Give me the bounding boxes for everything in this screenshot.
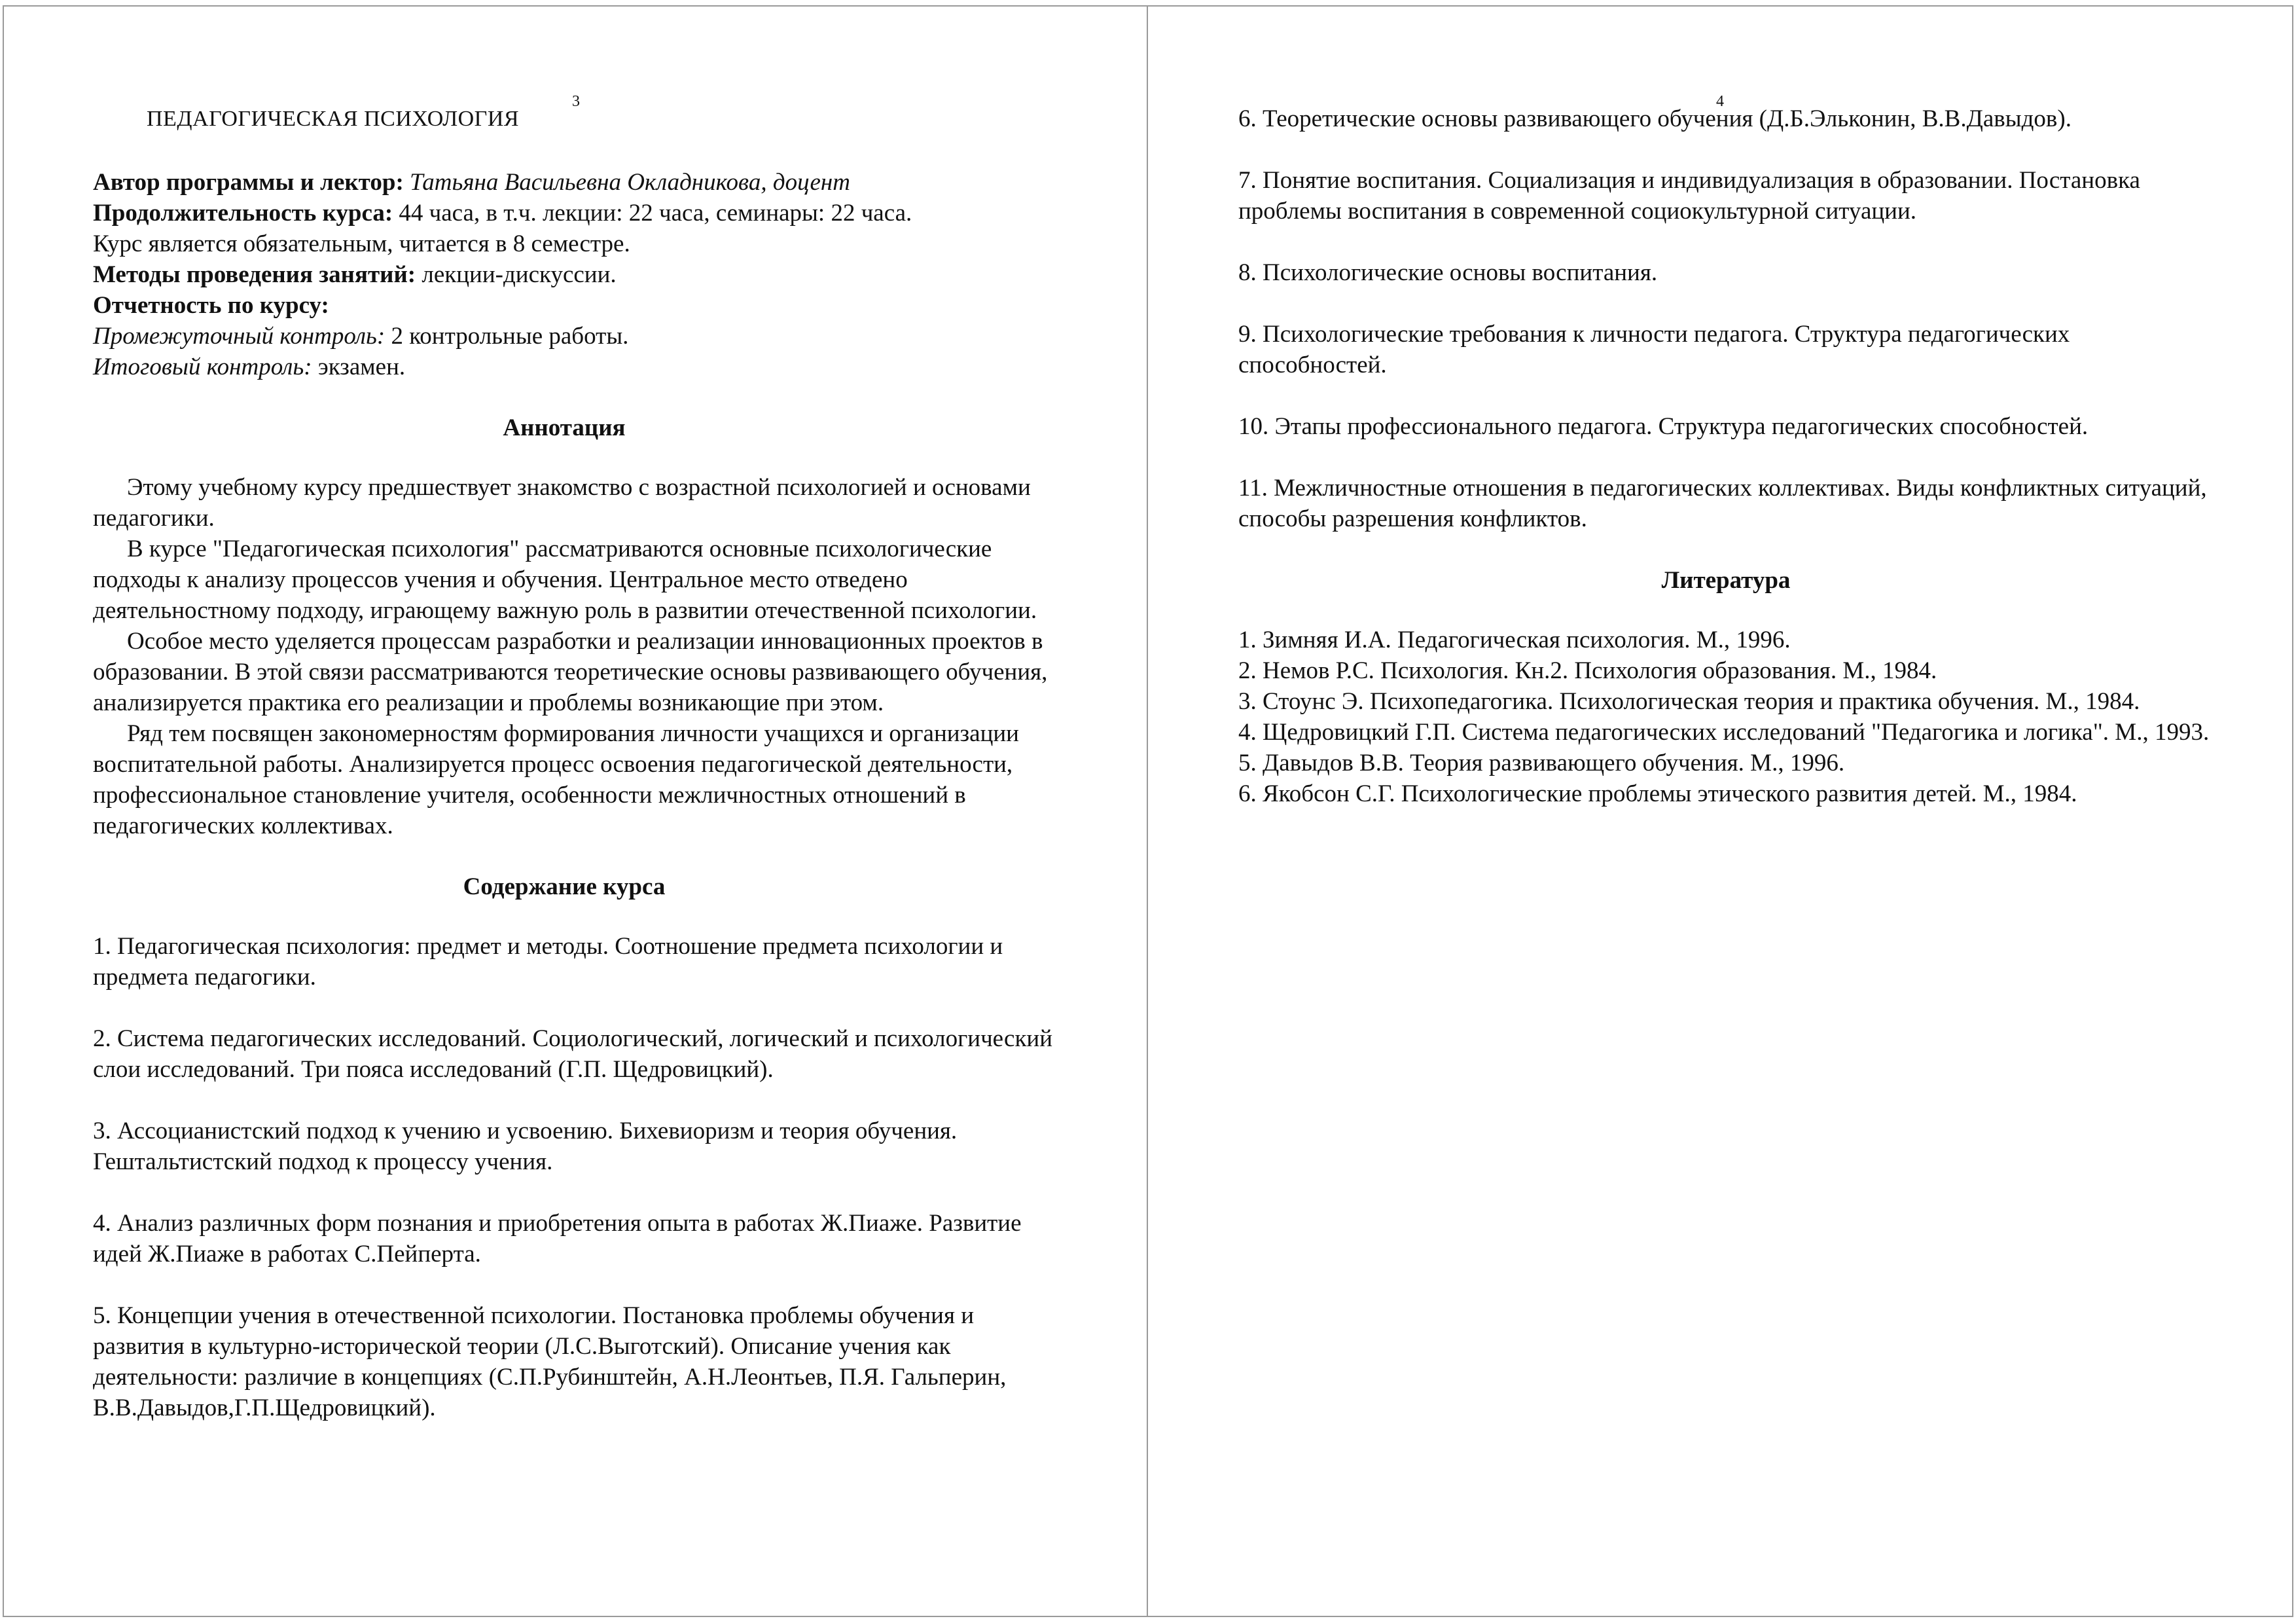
final-label: Итоговый контроль: <box>93 354 312 380</box>
final-line <box>93 352 1062 382</box>
contents-item: 1. Педагогическая психология: предмет и методы. Соотношение предмета психологии и предмета педагогики. <box>93 933 1003 991</box>
methods-label: Методы проведения занятий: <box>93 261 416 288</box>
contents-item: 3. Ассоцианистский подход к учению и усвоению. Бихевиоризм и теория обучения. Гештальтистский подход к процессу учения. <box>93 1118 958 1175</box>
literature-item: 4. Щедровицкий Г.П. Система педагогических исследований "Педагогика и логика". М., 1993. <box>1238 719 2210 746</box>
duration-value: 44 часа, в т.ч. лекции: 22 часа, семинары: 22 часа. <box>399 200 912 227</box>
contents-item: 5. Концепции учения в отечественной психологии. Постановка проблемы обучения и развития в культурно-исторической теории (Л.С.Выготский). Описание учения как деятельности: различие в концепциях (С.П.Рубинштейн, А.Н.Леонтьев, П.Я. Гальперин, В.В.Давыдов,Г.П.Щедровицкий). <box>93 1302 1007 1421</box>
contents-item: 7. Понятие воспитания. Социализация и индивидуализация в образовании. Постановка проблемы воспитания в современной социокультурной ситуации. <box>1238 167 2140 225</box>
author-label: Автор программы и лектор: <box>93 169 404 196</box>
annotation-paragraph: Этому учебному курсу предшествует знакомство с возрастной психологией и основами педагогики. <box>93 474 1031 532</box>
literature-item: 3. Стоунс Э. Психопедагогика. Психологическая теория и практика обучения. М., 1984. <box>1238 688 2140 715</box>
literature-item: 1. Зимняя И.А. Педагогическая психология. М., 1996. <box>1238 627 1791 653</box>
page-number: 3 <box>572 93 580 110</box>
duration-line <box>93 198 1062 228</box>
interim-line <box>93 321 1062 352</box>
left-page-content <box>93 103 1062 1454</box>
contents-item: 2. Система педагогических исследований. Социологический, логический и психологический слои исследований. Три пояса исследований (Г.П. Щедровицкий). <box>93 1025 1053 1083</box>
literature-heading: Литература <box>1661 567 1791 594</box>
mandatory-note: Курс является обязательным, читается в 8 семестре. <box>93 230 630 257</box>
interim-label: Промежуточный контроль: <box>93 323 386 350</box>
contents-item: 4. Анализ различных форм познания и приобретения опыта в работах Ж.Пиаже. Развитие идей Ж.Пиаже в работах С.Пейперта. <box>93 1210 1022 1267</box>
literature-item: 6. Якобсон С.Г. Психологические проблемы этического развития детей. М., 1984. <box>1238 780 2077 807</box>
annotation-paragraph: Ряд тем посвящен закономерностям формирования личности учащихся и организации воспитательной работы. Анализируется процесс освоения педагогической деятельности, профессиональное становление учителя, особенности межличностных отношений в педагогических коллективах. <box>93 720 1019 839</box>
reporting-label <box>93 290 1062 321</box>
reporting-label-text: Отчетность по курсу: <box>93 292 329 319</box>
author-value: Татьяна Васильевна Окладникова, доцент <box>410 169 850 196</box>
annotation-paragraph: Особое место уделяется процессам разработки и реализации инновационных проектов в образовании. В этой связи рассматриваются теоретические основы развивающего обучения, анализируется практика его реализации и проблемы возникающие при этом. <box>93 628 1048 716</box>
literature-item: 2. Немов Р.С. Психология. Кн.2. Психология образования. М., 1984. <box>1238 657 1937 684</box>
contents-item: 8. Психологические основы воспитания. <box>1238 259 1658 286</box>
methods-value: лекции-дискуссии. <box>422 261 617 288</box>
methods-line <box>93 259 1062 290</box>
page-number: 4 <box>1716 93 1724 110</box>
contents-heading: Содержание курса <box>463 873 666 900</box>
contents-item: 9. Психологические требования к личности педагога. Структура педагогических способностей. <box>1238 321 2070 378</box>
author-line <box>93 167 1062 198</box>
literature-item: 5. Давыдов В.В. Теория развивающего обучения. М., 1996. <box>1238 750 1845 776</box>
contents-item: 11. Межличностные отношения в педагогических коллективах. Виды конфликтных ситуаций, способы разрешения конфликтов. <box>1238 475 2207 532</box>
annotation-heading: Аннотация <box>503 414 626 441</box>
right-page-content <box>1238 103 2214 809</box>
contents-item: 10. Этапы профессионального педагога. Структура педагогических способностей. <box>1238 413 2089 440</box>
contents-item: 6. Теоретические основы развивающего обучения (Д.Б.Эльконин, В.В.Давыдов). <box>1238 105 2072 132</box>
interim-value: 2 контрольные работы. <box>391 323 629 350</box>
duration-label: Продолжительность курса: <box>93 200 393 227</box>
course-title: ПЕДАГОГИЧЕСКАЯ ПСИХОЛОГИЯ <box>147 107 520 131</box>
annotation-paragraph: В курсе "Педагогическая психология" рассматриваются основные психологические подходы к анализу процессов учения и обучения. Центральное место отведено деятельностному подходу, играющему важную роль в развитии отечественной психологии. <box>93 536 1037 624</box>
final-value: экзамен. <box>317 354 406 380</box>
